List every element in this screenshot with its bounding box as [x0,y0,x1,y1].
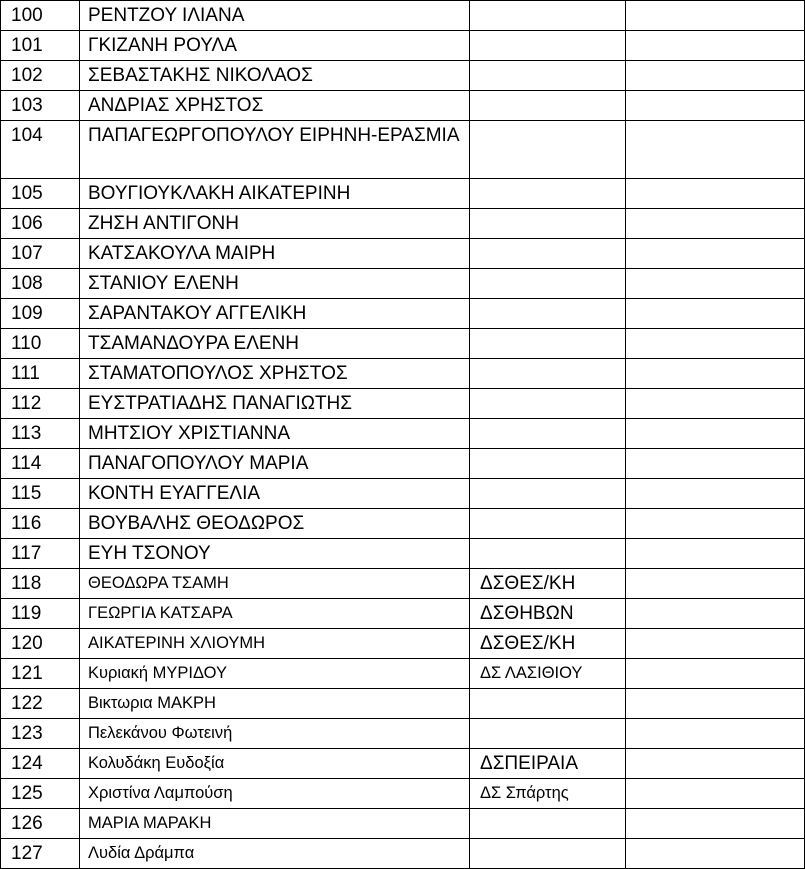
department-cell [470,209,626,239]
department-cell [470,809,626,839]
extra-cell [626,839,805,869]
extra-cell [626,389,805,419]
name-cell: ΒΟΥΒΑΛΗΣ ΘΕΟΔΩΡΟΣ [80,509,470,539]
table-row [1,359,805,389]
name-cell: ΣΤΑΝΙΟΥ ΕΛΕΝΗ [80,269,470,299]
table-row [1,659,805,689]
extra-cell [626,539,805,569]
extra-cell [626,569,805,599]
extra-cell [626,599,805,629]
table-row [1,91,805,121]
name-cell: ΑΙΚΑΤΕΡΙΝΗ ΧΛΙΟΥΜΗ [80,629,470,659]
name-cell: ΖΗΣΗ ΑΝΤΙΓΟΝΗ [80,209,470,239]
name-cell: ΓΕΩΡΓΙΑ ΚΑΤΣΑΡΑ [80,599,470,629]
table-row [1,509,805,539]
table-row [1,121,805,179]
table-row [1,539,805,569]
name-cell: ΜΗΤΣΙΟΥ ΧΡΙΣΤΙΑΝΝΑ [80,419,470,449]
table-row [1,449,805,479]
department-cell [470,121,626,179]
table-row [1,629,805,659]
table-row [1,749,805,779]
name-cell: ΡΕΝΤΖΟΥ ΙΛΙΑΝΑ [80,1,470,31]
row-number-cell: 123 [1,719,80,749]
name-cell: ΣΤΑΜΑΤΟΠΟΥΛΟΣ ΧΡΗΣΤΟΣ [80,359,470,389]
extra-cell [626,31,805,61]
name-cell: ΠΑΠΑΓΕΩΡΓΟΠΟΥΛΟΥ ΕΙΡΗΝΗ-ΕΡΑΣΜΙΑ [80,121,470,179]
extra-cell [626,1,805,31]
table-row [1,269,805,299]
department-cell [470,419,626,449]
table-row [1,1,805,31]
row-number-cell: 121 [1,659,80,689]
department-cell [470,269,626,299]
row-number-cell: 117 [1,539,80,569]
extra-cell [626,749,805,779]
row-number-cell: 116 [1,509,80,539]
table-row [1,839,805,869]
row-number-cell: 111 [1,359,80,389]
department-cell [470,31,626,61]
name-cell: Κυριακή ΜΥΡΙΔΟΥ [80,659,470,689]
table-row [1,209,805,239]
name-cell: ΠΑΝΑΓΟΠΟΥΛΟΥ ΜΑΡΙΑ [80,449,470,479]
department-cell [470,91,626,121]
table-row [1,179,805,209]
table-row [1,719,805,749]
table-row [1,689,805,719]
extra-cell [626,449,805,479]
extra-cell [626,179,805,209]
extra-cell [626,359,805,389]
extra-cell [626,209,805,239]
name-cell: ΑΝΔΡΙΑΣ ΧΡΗΣΤΟΣ [80,91,470,121]
department-cell [470,1,626,31]
department-cell [470,689,626,719]
extra-cell [626,719,805,749]
name-cell: ΘΕΟΔΩΡΑ ΤΣΑΜΗ [80,569,470,599]
row-number-cell: 112 [1,389,80,419]
row-number-cell: 118 [1,569,80,599]
row-number-cell: 104 [1,121,80,179]
name-cell: Πελεκάνου Φωτεινή [80,719,470,749]
row-number-cell: 106 [1,209,80,239]
extra-cell [626,121,805,179]
row-number-cell: 100 [1,1,80,31]
table-row [1,809,805,839]
extra-cell [626,269,805,299]
name-cell: ΣΑΡΑΝΤΑΚΟΥ ΑΓΓΕΛΙΚΗ [80,299,470,329]
department-cell [470,179,626,209]
row-number-cell: 105 [1,179,80,209]
extra-cell [626,61,805,91]
department-cell [470,719,626,749]
extra-cell [626,479,805,509]
department-cell [470,539,626,569]
extra-cell [626,299,805,329]
department-cell [470,449,626,479]
row-number-cell: 126 [1,809,80,839]
row-number-cell: 115 [1,479,80,509]
name-cell: Βικτωρια ΜΑΚΡΗ [80,689,470,719]
extra-cell [626,629,805,659]
name-cell: ΣΕΒΑΣΤΑΚΗΣ ΝΙΚΟΛΑΟΣ [80,61,470,91]
row-number-cell: 101 [1,31,80,61]
name-cell: ΚΑΤΣΑΚΟΥΛΑ ΜΑΙΡΗ [80,239,470,269]
row-number-cell: 102 [1,61,80,91]
name-cell: ΒΟΥΓΙΟΥΚΛΑΚΗ ΑΙΚΑΤΕΡΙΝΗ [80,179,470,209]
row-number-cell: 103 [1,91,80,121]
table-row [1,329,805,359]
extra-cell [626,689,805,719]
row-number-cell: 120 [1,629,80,659]
table-row [1,599,805,629]
name-cell: Κολυδάκη Ευδοξία [80,749,470,779]
extra-cell [626,779,805,809]
row-number-cell: 110 [1,329,80,359]
department-cell: ΔΣ ΛΑΣΙΘΙΟΥ [470,659,626,689]
department-cell [470,299,626,329]
name-cell: Λυδία Δράμπα [80,839,470,869]
department-cell: ΔΣΠΕΙΡΑΙΑ [470,749,626,779]
department-cell [470,479,626,509]
department-cell: ΔΣΘΕΣ/ΚΗ [470,569,626,599]
extra-cell [626,659,805,689]
table-row [1,479,805,509]
department-cell [470,839,626,869]
row-number-cell: 122 [1,689,80,719]
department-cell [470,61,626,91]
extra-cell [626,509,805,539]
extra-cell [626,239,805,269]
table-row [1,569,805,599]
department-cell [470,359,626,389]
roster-body [1,1,805,869]
name-cell: ΕΥΣΤΡΑΤΙΑΔΗΣ ΠΑΝΑΓΙΩΤΗΣ [80,389,470,419]
extra-cell [626,809,805,839]
row-number-cell: 119 [1,599,80,629]
name-cell: ΜΑΡΙΑ ΜΑΡΑΚΗ [80,809,470,839]
extra-cell [626,329,805,359]
table-row [1,31,805,61]
extra-cell [626,91,805,121]
row-number-cell: 109 [1,299,80,329]
row-number-cell: 114 [1,449,80,479]
row-number-cell: 113 [1,419,80,449]
table-row [1,419,805,449]
department-cell: ΔΣΘΗΒΩΝ [470,599,626,629]
department-cell [470,239,626,269]
department-cell: ΔΣΘΕΣ/ΚΗ [470,629,626,659]
row-number-cell: 127 [1,839,80,869]
table-row [1,61,805,91]
table-row [1,389,805,419]
department-cell [470,389,626,419]
row-number-cell: 107 [1,239,80,269]
row-number-cell: 108 [1,269,80,299]
row-number-cell: 124 [1,749,80,779]
table-row [1,299,805,329]
name-cell: ΕΥΗ ΤΣΟΝΟΥ [80,539,470,569]
extra-cell [626,419,805,449]
row-number-cell: 125 [1,779,80,809]
name-cell: ΚΟΝΤΗ ΕΥΑΓΓΕΛΙΑ [80,479,470,509]
table-row [1,779,805,809]
name-cell: ΓΚΙΖΑΝΗ ΡΟΥΛΑ [80,31,470,61]
name-cell: ΤΣΑΜΑΝΔΟΥΡΑ ΕΛΕΝΗ [80,329,470,359]
department-cell [470,509,626,539]
table-row [1,239,805,269]
department-cell [470,329,626,359]
department-cell: ΔΣ Σπάρτης [470,779,626,809]
name-cell: Χριστίνα Λαμπούση [80,779,470,809]
